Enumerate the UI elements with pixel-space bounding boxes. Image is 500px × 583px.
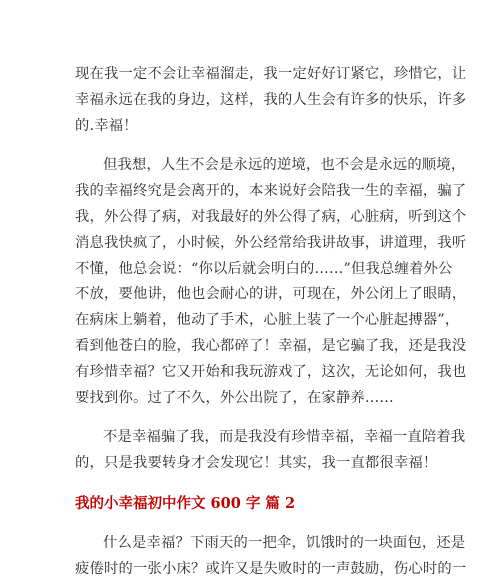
text-line: 有珍惜幸福？它又开始和我玩游戏了，这次，无论如何，我也 bbox=[75, 363, 467, 380]
text-line: 我，外公得了病，对我最好的外公得了病，心脏病，听到这个 bbox=[75, 208, 467, 225]
text-line: 看到他苍白的脸，我心都碎了！幸福，是它骗了我，还是我没 bbox=[75, 337, 467, 354]
text-line: 现在我一定不会让幸福溜走，我一定好好订紧它，珍惜它，让 bbox=[75, 66, 467, 82]
text-line: 但我想，人生不会是永远的逆境，也不会是永远的顺境， bbox=[103, 157, 466, 174]
text-line: 消息我快疯了，小时候，外公经常给我讲故事，讲道理，我听 bbox=[75, 234, 467, 251]
text-line: 什么是幸福？下雨天的一把伞，饥饿时的一块面包，还是 bbox=[103, 534, 466, 551]
paragraph-4 bbox=[75, 531, 467, 583]
text-line: 幸福永远在我的身边，这样，我的人生会有许多的快乐，许多 bbox=[75, 91, 467, 108]
section-heading: 我的小幸福初中作文 600 字 篇 2 bbox=[75, 494, 296, 512]
text-line: 的，只是我要转身才会发现它！其实，我一直都很幸福！ bbox=[75, 455, 438, 472]
text-line: 我的幸福终究是会离开的，本来说好会陪我一生的幸福，骗了 bbox=[75, 183, 467, 200]
text-line: 要找到你。过了不久，外公出院了，在家静养…… bbox=[75, 389, 394, 406]
document-body bbox=[75, 62, 467, 583]
text-line: 不懂，他总会说：“你以后就会明白的……”但我总缠着外公 bbox=[75, 260, 453, 277]
paragraph-2 bbox=[75, 153, 467, 411]
text-line: 不放，要他讲，他也会耐心的讲，可现在，外公闭上了眼睛， bbox=[75, 286, 467, 303]
text-line: 不是幸福骗了我，而是我没有珍惜幸福，幸福一直陪着我 bbox=[103, 429, 466, 446]
paragraph-3 bbox=[75, 425, 466, 477]
text-line: 在病床上躺着，他动了手术，心脏上装了一个心脏起搏器”， bbox=[75, 312, 460, 329]
text-line: 疲倦时的一张小床？或许又是失败时的一声鼓励，伤心时的一 bbox=[75, 560, 467, 577]
text-line: 的.幸福！ bbox=[75, 117, 138, 134]
paragraph-1 bbox=[75, 62, 467, 139]
